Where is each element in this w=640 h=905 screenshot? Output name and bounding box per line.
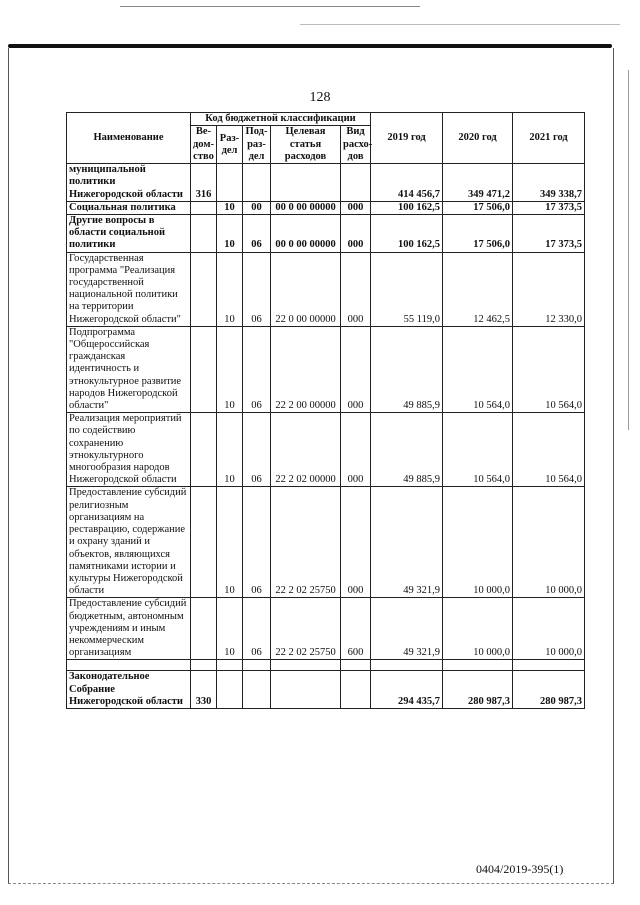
row-expense-type xyxy=(341,660,371,671)
row-target-article xyxy=(271,164,341,202)
row-2019: 49 885,9 xyxy=(371,326,443,412)
row-2019: 294 435,7 xyxy=(371,671,443,709)
header-2021: 2021 год xyxy=(513,113,585,164)
row-2019: 55 119,0 xyxy=(371,252,443,326)
row-2020: 17 506,0 xyxy=(443,201,513,214)
table-row xyxy=(67,326,585,412)
header-target-article: Целевая статья расходов xyxy=(271,126,341,164)
row-2021: 349 338,7 xyxy=(513,164,585,202)
row-vedomstvo xyxy=(191,598,217,660)
table-row xyxy=(67,671,585,709)
row-podrazdel: 06 xyxy=(243,487,271,598)
table-row xyxy=(67,164,585,202)
scan-top-line xyxy=(120,6,420,7)
row-2019: 49 885,9 xyxy=(371,413,443,487)
row-expense-type: 000 xyxy=(341,413,371,487)
row-razdel xyxy=(217,164,243,202)
row-target-article: 22 0 00 00000 xyxy=(271,252,341,326)
table-row xyxy=(67,252,585,326)
header-2020: 2020 год xyxy=(443,113,513,164)
row-2019: 100 162,5 xyxy=(371,215,443,253)
row-vedomstvo xyxy=(191,201,217,214)
table-row xyxy=(67,598,585,660)
row-podrazdel xyxy=(243,660,271,671)
row-razdel xyxy=(217,660,243,671)
row-name: Предоставление субсидий религиозным организациям на реставрацию, содержание и охрану зданий и объектов, являющихся памятниками истории и культуры Нижегородской области xyxy=(67,487,191,598)
row-name: муниципальной политики Нижегородской области xyxy=(67,164,191,202)
row-2020: 17 506,0 xyxy=(443,215,513,253)
document-code: 0404/2019-395(1) xyxy=(476,862,564,876)
row-target-article: 22 2 00 00000 xyxy=(271,326,341,412)
row-2019: 100 162,5 xyxy=(371,201,443,214)
row-2019: 414 456,7 xyxy=(371,164,443,202)
row-razdel: 10 xyxy=(217,487,243,598)
row-podrazdel xyxy=(243,671,271,709)
row-2021: 12 330,0 xyxy=(513,252,585,326)
row-razdel: 10 xyxy=(217,598,243,660)
row-2021: 17 373,5 xyxy=(513,215,585,253)
row-expense-type: 000 xyxy=(341,215,371,253)
row-podrazdel xyxy=(243,164,271,202)
row-vedomstvo xyxy=(191,660,217,671)
row-2021: 10 564,0 xyxy=(513,413,585,487)
row-podrazdel: 00 xyxy=(243,201,271,214)
row-razdel: 10 xyxy=(217,326,243,412)
row-2021: 10 564,0 xyxy=(513,326,585,412)
table-row xyxy=(67,201,585,214)
row-2021: 17 373,5 xyxy=(513,201,585,214)
row-vedomstvo xyxy=(191,487,217,598)
table-row xyxy=(67,215,585,253)
row-2020: 12 462,5 xyxy=(443,252,513,326)
row-name: Реализация мероприятий по содействию сохранению этнокультурного многообразия народов Нижегородской области xyxy=(67,413,191,487)
row-2020: 10 000,0 xyxy=(443,487,513,598)
row-2020: 10 564,0 xyxy=(443,326,513,412)
table-row xyxy=(67,487,585,598)
row-name: Государственная программа "Реализация государственной национальной политики на территории Нижегородской области" xyxy=(67,252,191,326)
row-name xyxy=(67,660,191,671)
row-expense-type: 000 xyxy=(341,487,371,598)
row-podrazdel: 06 xyxy=(243,413,271,487)
scan-margin-line xyxy=(628,70,629,430)
row-razdel: 10 xyxy=(217,252,243,326)
row-target-article: 22 2 02 00000 xyxy=(271,413,341,487)
row-vedomstvo xyxy=(191,252,217,326)
header-name: Наименование xyxy=(67,113,191,164)
budget-table xyxy=(66,112,585,709)
scan-top-line-secondary xyxy=(300,24,620,25)
row-target-article xyxy=(271,671,341,709)
row-2021 xyxy=(513,660,585,671)
row-razdel: 10 xyxy=(217,413,243,487)
row-expense-type: 000 xyxy=(341,326,371,412)
row-expense-type: 600 xyxy=(341,598,371,660)
row-target-article: 00 0 00 00000 xyxy=(271,201,341,214)
row-vedomstvo: 316 xyxy=(191,164,217,202)
row-name: Другие вопросы в области социальной политики xyxy=(67,215,191,253)
row-vedomstvo xyxy=(191,215,217,253)
row-2020: 10 564,0 xyxy=(443,413,513,487)
row-2020: 349 471,2 xyxy=(443,164,513,202)
row-2020: 10 000,0 xyxy=(443,598,513,660)
budget-table-body xyxy=(67,164,585,709)
header-podrazdel: Под- раз- дел xyxy=(243,126,271,164)
row-name: Законодательное Собрание Нижегородской области xyxy=(67,671,191,709)
row-target-article xyxy=(271,660,341,671)
table-row xyxy=(67,660,585,671)
row-expense-type xyxy=(341,671,371,709)
header-expense-type: Вид расхо- дов xyxy=(341,126,371,164)
row-podrazdel: 06 xyxy=(243,326,271,412)
row-2019: 49 321,9 xyxy=(371,487,443,598)
row-podrazdel: 06 xyxy=(243,215,271,253)
header-2019: 2019 год xyxy=(371,113,443,164)
row-razdel: 10 xyxy=(217,215,243,253)
row-razdel xyxy=(217,671,243,709)
row-target-article: 00 0 00 00000 xyxy=(271,215,341,253)
row-2020: 280 987,3 xyxy=(443,671,513,709)
row-vedomstvo xyxy=(191,326,217,412)
table-row xyxy=(67,413,585,487)
row-podrazdel: 06 xyxy=(243,598,271,660)
row-podrazdel: 06 xyxy=(243,252,271,326)
page-number: 128 xyxy=(309,90,331,105)
row-2021: 10 000,0 xyxy=(513,598,585,660)
row-2019: 49 321,9 xyxy=(371,598,443,660)
row-2021: 280 987,3 xyxy=(513,671,585,709)
row-razdel: 10 xyxy=(217,201,243,214)
header-vedomstvo: Ве- дом- ство xyxy=(191,126,217,164)
row-name: Предоставление субсидий бюджетным, автономным учреждениям и иным некоммерческим организациям xyxy=(67,598,191,660)
row-2021: 10 000,0 xyxy=(513,487,585,598)
row-vedomstvo xyxy=(191,413,217,487)
header-classification-group: Код бюджетной классификации xyxy=(191,113,371,126)
row-target-article: 22 2 02 25750 xyxy=(271,598,341,660)
row-name: Подпрограмма "Общероссийская гражданская идентичность и этнокультурное развитие народов Нижегородской области" xyxy=(67,326,191,412)
row-2019 xyxy=(371,660,443,671)
row-expense-type xyxy=(341,164,371,202)
row-target-article: 22 2 02 25750 xyxy=(271,487,341,598)
row-vedomstvo: 330 xyxy=(191,671,217,709)
row-expense-type: 000 xyxy=(341,201,371,214)
row-2020 xyxy=(443,660,513,671)
row-expense-type: 000 xyxy=(341,252,371,326)
header-razdel: Раз- дел xyxy=(217,126,243,164)
row-name: Социальная политика xyxy=(67,201,191,214)
